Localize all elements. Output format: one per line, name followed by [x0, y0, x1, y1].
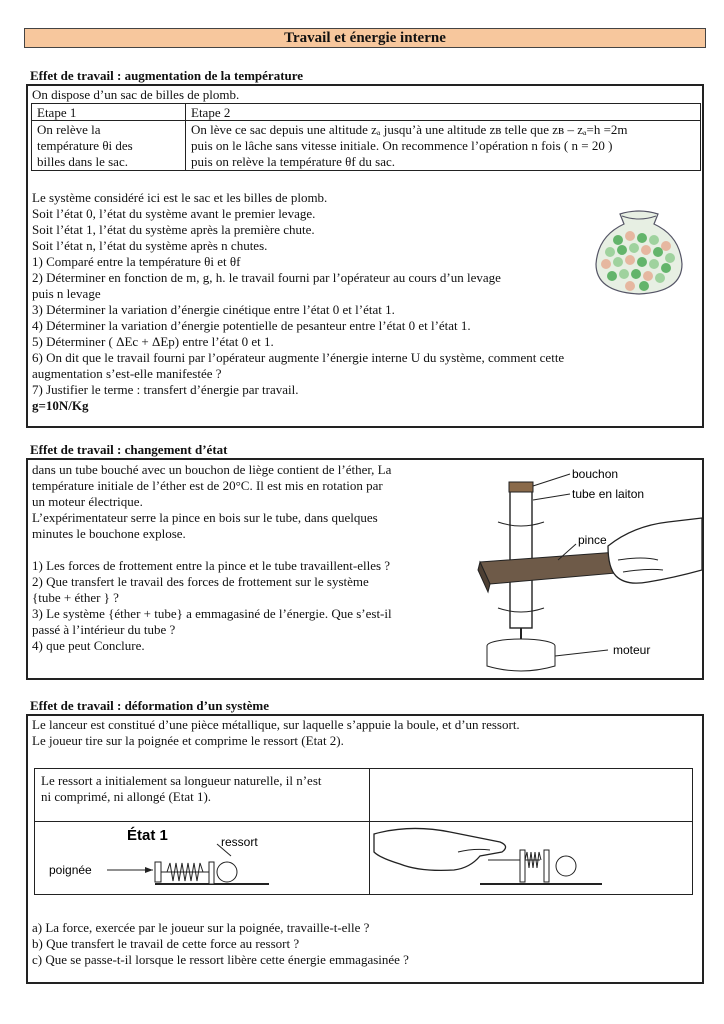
- tube-experiment-image: [458, 460, 702, 678]
- text-line: dans un tube bouché avec un bouchon de liège contient de l’éther, La: [32, 462, 392, 477]
- text-line: 6) On dit que le travail fourni par l’opérateur augmente l’énergie interne U du système, comment cette: [32, 350, 565, 365]
- text-line: L’expérimentateur serre la pince en bois sur le tube, dans quelques: [32, 510, 378, 525]
- section2-text: [32, 462, 472, 654]
- step1-line: On relève la: [37, 122, 101, 137]
- tube-label: tube en laiton: [572, 487, 645, 501]
- text-line: 3) Le système {éther + tube} a emmagasiné de l’énergie. Que s’est-il: [32, 606, 392, 621]
- text-line: 3) Déterminer la variation d’énergie cinétique entre l’état 0 et l’état 1.: [32, 302, 395, 317]
- etat1-launcher-image: [35, 822, 369, 894]
- section3-frame: [26, 714, 704, 984]
- text-line: augmentation s’est-elle manifestée ?: [32, 366, 222, 381]
- text-line: 1) Comparé entre la température θi et θf: [32, 254, 241, 269]
- etat1-text-cell: [34, 768, 370, 822]
- pince-label: pince: [578, 533, 607, 547]
- text-line: puis n levage: [32, 286, 101, 301]
- cell-line: ni comprimé, ni allongé (Etat 1).: [41, 789, 212, 804]
- etat1-figure-cell: [34, 821, 370, 895]
- bouchon-label: bouchon: [572, 467, 619, 481]
- text-line: un moteur électrique.: [32, 494, 143, 509]
- section3-intro: [32, 717, 520, 749]
- section1-heading: Effet de travail : augmentation de la température: [30, 68, 304, 83]
- steps-table: [31, 103, 701, 171]
- section1-intro: On dispose d’un sac de billes de plomb.: [32, 87, 240, 102]
- question-line: c) Que se passe-t-il lorsque le ressort libère cette énergie emmagasinée ?: [32, 952, 409, 967]
- step2-line: puis on relève la température θf du sac.: [191, 154, 396, 169]
- step2-line: puis on le lâche sans vitesse initiale. On recommence l’opération n fois ( n = 20 ): [191, 138, 613, 153]
- text-line: [32, 542, 472, 558]
- text-line: passé à l’intérieur du tube ?: [32, 622, 176, 637]
- text-line: 4) Déterminer la variation d’énergie potentielle de pesanteur entre l’état 0 et l’état 1.: [32, 318, 471, 333]
- page-title: Travail et énergie interne: [24, 28, 706, 48]
- etat2-launcher-image: [370, 822, 692, 894]
- text-line: 7) Justifier le terme : transfert d’énergie par travail.: [32, 382, 299, 397]
- step1-cell: [31, 120, 186, 171]
- section1-text: [32, 190, 612, 414]
- step2-line: On lève ce sac depuis une altitude zₐ jusqu’à une altitude zʙ telle que zʙ – zₐ=h =2m: [191, 122, 628, 137]
- text-line: Le joueur tire sur la poignée et comprime le ressort (Etat 2).: [32, 733, 344, 748]
- question-line: a) La force, exercée par le joueur sur la poignée, travaille-t-elle ?: [32, 920, 370, 935]
- section2-frame: [26, 458, 704, 680]
- text-line: Le système considéré ici est le sac et les billes de plomb.: [32, 190, 328, 205]
- text-line: Soit l’état 1, l’état du système après la première chute.: [32, 222, 315, 237]
- step2-cell: [185, 120, 701, 171]
- poignee-label: poignée: [49, 863, 92, 877]
- text-line: Soit l’état n, l’état du système après n chutes.: [32, 238, 268, 253]
- section1-frame: [26, 84, 704, 428]
- question-line: b) Que transfert le travail de cette force au ressort ?: [32, 936, 300, 951]
- cell-line: Le ressort a initialement sa longueur naturelle, il n’est: [41, 773, 322, 788]
- text-line: 2) Déterminer en fonction de m, g, h. le travail fourni par l’opérateur au cours d’un levage: [32, 270, 501, 285]
- text-line: 4) que peut Conclure.: [32, 638, 145, 653]
- step2-header: Etape 2: [185, 103, 701, 121]
- etat2-figure-cell: [369, 821, 693, 895]
- step1-line: température θi des: [37, 138, 133, 153]
- step1-line: billes dans le sac.: [37, 154, 128, 169]
- text-line: 2) Que transfert le travail des forces de frottement sur le système: [32, 574, 369, 589]
- text-line: {tube + éther } ?: [32, 590, 119, 605]
- text-line: Soit l’état 0, l’état du système avant le premier levage.: [32, 206, 316, 221]
- ressort-label: ressort: [221, 835, 258, 849]
- moteur-label: moteur: [613, 643, 651, 657]
- section2-heading: Effet de travail : changement d’état: [30, 442, 228, 457]
- step1-header: Etape 1: [31, 103, 186, 121]
- section3-heading: Effet de travail : déformation d’un système: [30, 698, 270, 713]
- section3-questions: [32, 920, 409, 968]
- text-line: 5) Déterminer ( ΔEc + ΔEp) entre l’état 0 et 1.: [32, 334, 274, 349]
- text-line: g=10N/Kg: [32, 398, 89, 413]
- etat-label: État 1: [127, 827, 168, 844]
- bag-of-balls-image: [590, 206, 688, 298]
- text-line: 1) Les forces de frottement entre la pince et le tube travaillent-elles ?: [32, 558, 391, 573]
- etat2-text-cell: [369, 768, 693, 822]
- text-line: température initiale de l’éther est de 20°C. Il est mis en rotation par: [32, 478, 383, 493]
- text-line: minutes le bouchone explose.: [32, 526, 186, 541]
- text-line: Le lanceur est constitué d’une pièce métallique, sur laquelle s’appuie la boule, et d’un ressort.: [32, 717, 520, 732]
